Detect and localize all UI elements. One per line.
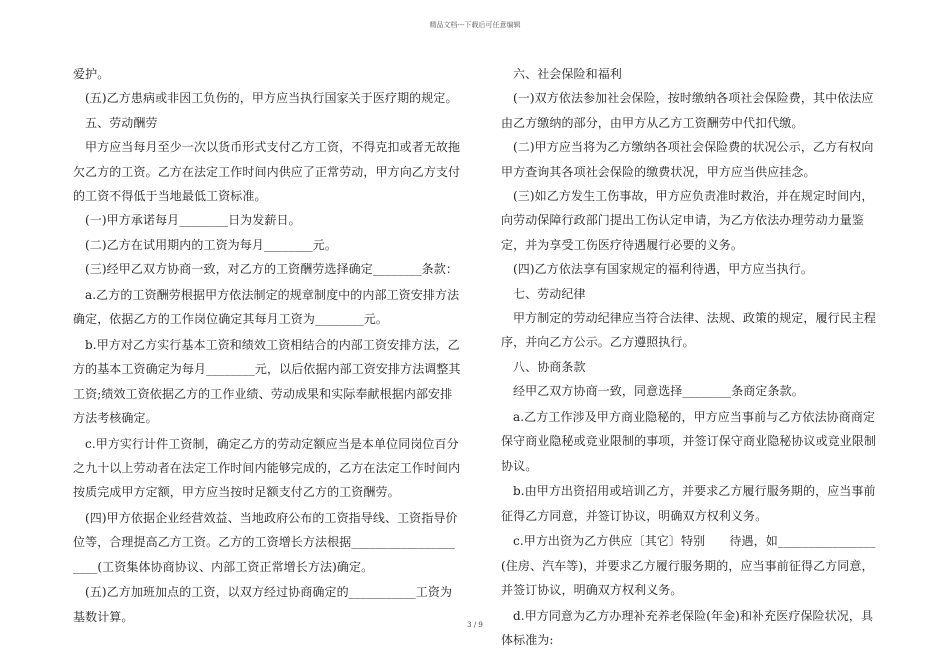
paragraph: (四)甲方依据企业经营效益、当地政府公布的工资指导线、工资指导价位等，合理提高乙方工资。乙方的工资增长方法根据_____________________(工资集体协商协议、内部工资正常增长方法)确定。 — [73, 511, 458, 574]
paragraph: (三)经甲乙双方协商一致，对乙方的工资酬劳选择确定________条款： — [85, 262, 458, 277]
paragraph: (三)如乙方发生工伤事故，甲方应负责准时救治，并在规定时间内，向劳动保障行政部门提出工伤认定申请，为乙方依法办理劳动力量鉴定，并为享受工伤医疗待遇履行必要的义务。 — [501, 189, 874, 252]
page-header: 精品文档---下载后可任意编辑 — [429, 21, 521, 29]
section-heading: 七、劳动纪律 — [513, 286, 586, 301]
section-heading: 六、社会保险和福利 — [513, 67, 622, 81]
paragraph: 经甲乙双方协商一致，同意选择________条商定条款。 — [513, 384, 804, 399]
paragraph: (四)乙方依法享有国家规定的福利待遇，甲方应当执行。 — [513, 262, 813, 277]
paragraph: (二)甲方应当将为乙方缴纳各项社会保险费的状况公示，乙方有权向甲方查询其各项社会保险的缴费状况，甲方应当供应挂念。 — [501, 140, 874, 179]
paragraph: (一)甲方承诺每月________日为发薪日。 — [85, 213, 301, 228]
paragraph: b.由甲方出资招用或培训乙方，并要求乙方履行服务期的，应当事前征得乙方同意，并签订协议，明确双方权利义务。 — [501, 484, 876, 523]
section-heading: 八、协商条款 — [513, 359, 586, 374]
paragraph: a.乙方的工资酬劳根据甲方依法制定的规章制度中的内部工资安排方法确定，依据乙方的工作岗位确定其每月工资为________元。 — [73, 287, 460, 327]
paragraph: (五)乙方患病或非因工负伤的，甲方应当执行国家关于医疗期的规定。 — [85, 91, 458, 106]
paragraph: a.乙方工作涉及甲方商业隐秘的，甲方应当事前与乙方依法协商商定保守商业隐秘或竞业限制的事项，并签订保守商业隐秘协议或竞业限制协议。 — [501, 409, 877, 473]
paragraph: b.甲方对乙方实行基本工资和绩效工资相结合的内部工资安排方法，乙方的基本工资确定为每月________元，以后依据内部工资安排方法调整其工资;绩效工资依据乙方的工作业绩、劳动成果和实际奉献根据内部安排方法考核确定。 — [73, 337, 461, 426]
section-heading: 五、劳动酬劳 — [85, 115, 158, 130]
paragraph: c.甲方实行计件工资制，确定乙方的劳动定额应当是本单位同岗位百分之九十以上劳动者在法定工作时间内能够完成的，乙方在法定工作时间内按质完成甲方定额，甲方应当按时足额支付乙方的工资酬劳。 — [73, 436, 461, 500]
paragraph: (一)双方依法参加社会保险，按时缴纳各项社会保险费，其中依法应由乙方缴纳的部分，由甲方从乙方工资酬劳中代扣代缴。 — [501, 91, 874, 130]
paragraph: c.甲方出资为乙方供应〔其它〕特别 待遇，如________________(住房、汽车等)，并要求乙方履行服务期的，应当事前征得乙方同意，并签订协议，明确双方权利义务。 — [501, 534, 876, 598]
paragraph: (五)乙方加班加点的工资，以双方经过协商确定的___________工资为基数计算。 — [73, 585, 453, 624]
right-column — [501, 62, 878, 653]
paragraph: (二)乙方在试用期内的工资为每月________元。 — [85, 237, 337, 252]
paragraph: 甲方应当每月至少一次以货币形式支付乙方工资，不得克扣或者无故拖欠乙方的工资。乙方在法定工作时间内供应了正常劳动，甲方向乙方支付的工资不得低于当地最低工资标准。 — [73, 140, 461, 204]
paragraph: d.甲方同意为乙方办理补充养老保险(年金)和补充医疗保险状况，具体标准为: — [501, 608, 874, 648]
paragraph: 爱护。 — [73, 67, 110, 81]
page-number: 3 / 9 — [467, 621, 483, 629]
left-column — [73, 62, 461, 629]
paragraph: 甲方制定的劳动纪律应当符合法律、法规、政策的规定，履行民主程序，并向乙方公示。乙方遵照执行。 — [501, 311, 877, 350]
